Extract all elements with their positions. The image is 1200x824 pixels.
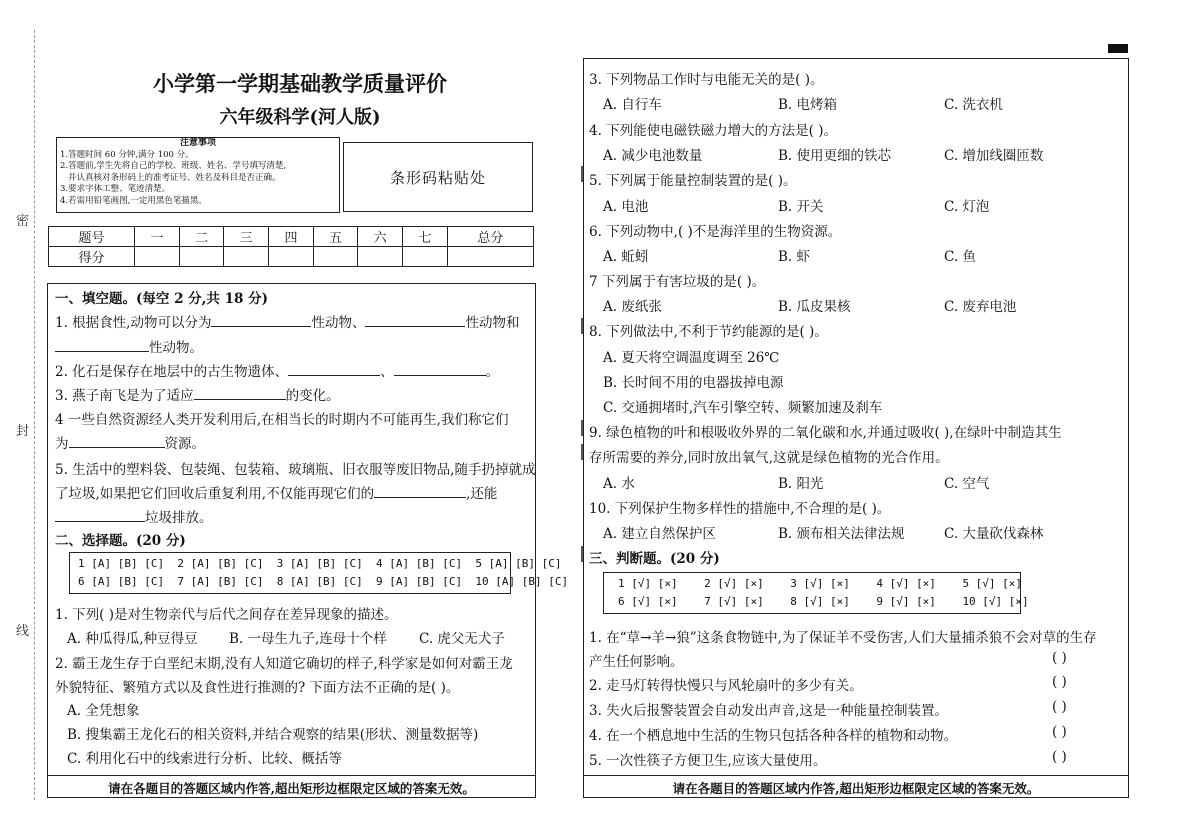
choice-q9-option-c: C. 空气: [944, 476, 990, 492]
choice-q1-option-b: B. 一母生九子,连母十个样: [229, 631, 387, 647]
choice-q2-option-c: C. 利用化石中的线索进行分析、比较、概括等: [67, 751, 342, 767]
score-cell[interactable]: [135, 247, 180, 267]
choice-q6-option-c: C. 鱼: [944, 249, 976, 265]
answer-blank[interactable]: [374, 483, 466, 498]
answer-blank[interactable]: [55, 507, 145, 522]
choice-q7-option-a: A. 废纸张: [603, 299, 662, 315]
choice-q9-line2: 存所需要的养分,同时放出氧气,这就是绿色植物的光合作用。: [589, 450, 949, 466]
choice-answer-grid: [69, 552, 569, 594]
section1-heading: 一、填空题。(每空 2 分,共 18 分): [55, 291, 268, 307]
choice-q3-option-a: A. 自行车: [603, 97, 662, 113]
choice-answer-slot[interactable]: 2 [A] [B] [C]: [177, 557, 264, 570]
choice-q8-option-b: B. 长时间不用的电器拔掉电源: [603, 375, 784, 391]
page-title: 小学第一学期基础教学质量评价: [153, 71, 447, 96]
judge-answer-slot[interactable]: 6 [√] [×]: [618, 595, 678, 608]
choice-answer-slot[interactable]: 10 [A] [B] [C]: [475, 575, 569, 588]
section2-heading: 二、选择题。(20 分): [55, 533, 186, 549]
notice-box: [56, 137, 340, 213]
choice-q5-option-c: C. 灯泡: [944, 199, 990, 215]
score-cell[interactable]: [313, 247, 358, 267]
choice-q2-option-a: A. 全凭想象: [67, 703, 140, 719]
score-header-cell: 五: [313, 227, 358, 247]
fill-q4-line2: 为 资源。: [55, 432, 205, 452]
choice-answer-slot[interactable]: 1 [A] [B] [C]: [78, 557, 165, 570]
page-subtitle: 六年级科学(河人版): [219, 107, 381, 128]
score-header-cell: 七: [403, 227, 448, 247]
choice-q3-option-c: C. 洗衣机: [944, 97, 1003, 113]
score-header-cell: 一: [135, 227, 180, 247]
judge-q2-bracket[interactable]: ( ): [1052, 674, 1067, 690]
choice-q2-option-b: B. 搜集霸王龙化石的相关资料,并结合观察的结果(形状、测量数据等): [67, 727, 479, 743]
choice-q4-option-c: C. 增加线圈匝数: [944, 148, 1044, 164]
fill-q5-line1: 5. 生活中的塑料袋、包装绳、包装箱、玻璃瓶、旧衣服等废旧物品,随手扔掉就成: [55, 462, 536, 478]
score-cell[interactable]: [403, 247, 448, 267]
choice-q1-option-a: A. 种瓜得瓜,种豆得豆: [67, 631, 198, 647]
judge-q4: 4. 在一个栖息地中生活的生物只包括各种各样的植物和动物。: [589, 728, 958, 744]
choice-answer-slot[interactable]: 5 [A] [B] [C]: [475, 557, 562, 570]
choice-q4-option-b: B. 使用更细的铁芯: [778, 148, 892, 164]
answer-blank[interactable]: [69, 433, 165, 448]
answer-blank[interactable]: [394, 361, 486, 376]
choice-answer-slot[interactable]: 8 [A] [B] [C]: [276, 575, 363, 588]
margin-tick: [581, 318, 583, 334]
notice-item: 1.答题时间 60 分钟,满分 100 分。: [60, 149, 194, 160]
choice-answer-slot[interactable]: 3 [A] [B] [C]: [276, 557, 363, 570]
margin-tick: [581, 166, 583, 182]
barcode-area: 条形码粘贴处: [343, 142, 533, 212]
choice-q6-option-b: B. 虾: [778, 249, 811, 265]
judge-q2: 2. 走马灯转得快慢只与风轮扇叶的多少有关。: [589, 678, 863, 694]
judge-q3-bracket[interactable]: ( ): [1052, 699, 1067, 715]
answer-blank[interactable]: [211, 312, 311, 327]
score-header-cell: 四: [269, 227, 314, 247]
fill-q4-line1: 4 一些自然资源经人类开发利用后,在相当长的时期内不可能再生,我们称它们: [55, 412, 509, 428]
margin-tick: [581, 546, 583, 562]
choice-q8-option-a: A. 夏天将空调温度调至 26℃: [603, 350, 780, 366]
answer-blank[interactable]: [288, 361, 380, 376]
choice-answer-slot[interactable]: 4 [A] [B] [C]: [376, 557, 463, 570]
judge-answer-slot[interactable]: 9 [√] [×]: [876, 595, 936, 608]
answer-blank[interactable]: [194, 385, 286, 400]
choice-q3-option-b: B. 电烤箱: [778, 97, 838, 113]
choice-q5: 5. 下列属于能量控制装置的是( )。: [589, 173, 797, 189]
notice-item: 3.要求字体工整、笔迹清楚。: [60, 184, 171, 194]
judge-q5: 5. 一次性筷子方便卫生,应该大量使用。: [589, 753, 827, 769]
notice-item: 4.若需用铅笔画图,一定用黑色笔描黑。: [60, 195, 207, 206]
notice-item: 并认真核对条形码上的准考证号、姓名及科目是否正确。: [68, 172, 281, 183]
margin-tick: [581, 420, 583, 436]
choice-answer-slot[interactable]: 7 [A] [B] [C]: [177, 575, 264, 588]
fill-q5-line2: 了垃圾,如果把它们回收后重复利用,不仅能再现它们的 ,还能: [55, 482, 497, 502]
score-header-cell: 六: [358, 227, 403, 247]
score-header-cell: 三: [224, 227, 269, 247]
corner-marker: [1108, 44, 1128, 53]
score-cell[interactable]: [269, 247, 314, 267]
margin-char-feng: 封: [16, 424, 30, 439]
judge-q3: 3. 失火后报警装置会自动发出声音,这是一种能量控制装置。: [589, 703, 948, 719]
choice-q9-option-b: B. 阳光: [778, 476, 824, 492]
fill-q5-line3: 垃圾排放。: [55, 506, 213, 526]
judge-q5-bracket[interactable]: ( ): [1052, 749, 1067, 765]
judge-answer-slot[interactable]: 2 [√] [×]: [704, 577, 764, 590]
judge-answer-slot[interactable]: 7 [√] [×]: [704, 595, 764, 608]
fill-q3: 3. 燕子南飞是为了适应 的变化。: [55, 384, 340, 404]
choice-answer-slot[interactable]: 9 [A] [B] [C]: [376, 575, 463, 588]
judge-q1-line1: 1. 在“草→羊→狼”这条食物链中,为了保证羊不受伤害,人们大量捕杀狼不会对草的生存: [589, 630, 1097, 646]
notice-item: 2.答题前,学生先将自己的学校、班级、姓名、学号填写清楚,: [60, 161, 287, 171]
notice-heading: 注意事项: [179, 138, 216, 148]
answer-blank[interactable]: [365, 312, 465, 327]
choice-q6-option-a: A. 蚯蚓: [603, 249, 649, 265]
score-header-cell: 总分: [447, 227, 533, 247]
judge-answer-slot[interactable]: 1 [√] [×]: [618, 577, 678, 590]
score-header-cell: 二: [179, 227, 224, 247]
fill-q1-line1: 1. 根据食性,动物可以分为 性动物、 性动物和: [55, 311, 519, 331]
choice-q6: 6. 下列动物中,( )不是海洋里的生物资源。: [589, 224, 842, 240]
choice-q7-option-c: C. 废弃电池: [944, 299, 1017, 315]
footer-note-right: 请在各题目的答题区域内作答,超出矩形边框限定区域的答案无效。: [583, 775, 1129, 797]
choice-q4: 4. 下列能使电磁铁磁力增大的方法是( )。: [589, 123, 837, 139]
score-cell[interactable]: [224, 247, 269, 267]
choice-q3: 3. 下列物品工作时与电能无关的是( )。: [589, 72, 824, 88]
margin-tick: [581, 444, 583, 460]
margin-char-xian: 线: [16, 624, 30, 639]
fill-q2: 2. 化石是保存在地层中的古生物遗体、 、 。: [55, 360, 499, 380]
choice-q5-option-b: B. 开关: [778, 199, 824, 215]
score-cell[interactable]: [179, 247, 224, 267]
choice-q2-line2: 外貌特征、繁殖方式以及食性进行推测的? 下面方法不正确的是( )。: [55, 680, 460, 696]
choice-q1: 1. 下列( )是对生物亲代与后代之间存在差异现象的描述。: [55, 607, 398, 623]
margin-char-mi: 密: [16, 214, 30, 229]
judge-answer-slot[interactable]: 10 [√] [×]: [962, 595, 1029, 608]
judge-answer-grid: [603, 572, 1029, 614]
choice-q7-option-b: B. 瓜皮果核: [778, 299, 851, 315]
choice-answer-slot[interactable]: 6 [A] [B] [C]: [78, 575, 165, 588]
fill-q1-line2: 性动物。: [55, 336, 203, 356]
choice-q9-option-a: A. 水: [603, 476, 635, 492]
score-header-cell: 题号: [49, 227, 135, 247]
choice-q8: 8. 下列做法中,不利于节约能源的是( )。: [589, 324, 828, 340]
binding-dashed-line: [34, 30, 35, 800]
judge-answer-slot[interactable]: 3 [√] [×]: [790, 577, 850, 590]
choice-q4-option-a: A. 减少电池数量: [603, 148, 703, 164]
footer-note-left: 请在各题目的答题区域内作答,超出矩形边框限定区域的答案无效。: [47, 775, 536, 797]
choice-q1-option-c: C. 虎父无犬子: [419, 631, 505, 647]
judge-answer-slot[interactable]: 4 [√] [×]: [876, 577, 936, 590]
choice-q10: 10. 下列保护生物多样性的措施中,不合理的是( )。: [589, 501, 891, 517]
judge-q1-bracket[interactable]: ( ): [1052, 650, 1067, 666]
section3-heading: 三、判断题。(20 分): [589, 551, 720, 567]
choice-q8-option-c: C. 交通拥堵时,汽车引擎空转、频繁加速及刹车: [603, 400, 883, 416]
choice-q10-option-a: A. 建立自然保护区: [603, 526, 716, 542]
choice-q5-option-a: A. 电池: [603, 199, 649, 215]
choice-q10-option-c: C. 大量砍伐森林: [944, 526, 1044, 542]
score-table: [48, 226, 534, 267]
judge-q1-line2: 产生任何影响。: [589, 654, 684, 670]
judge-answer-slot[interactable]: 5 [√] [×]: [962, 577, 1023, 590]
choice-q7: 7 下列属于有害垃圾的是( )。: [589, 274, 766, 290]
choice-q9-line1: 9. 绿色植物的叶和根吸收外界的二氧化碳和水,并通过吸收( ),在绿叶中制造其生: [589, 425, 1062, 441]
score-row-label: 得分: [49, 247, 135, 267]
answer-blank[interactable]: [55, 337, 149, 352]
score-cell[interactable]: [447, 247, 533, 267]
choice-q10-option-b: B. 颁布相关法律法规: [778, 526, 905, 542]
score-cell[interactable]: [358, 247, 403, 267]
choice-q2-line1: 2. 霸王龙生存于白垩纪末期,没有人知道它确切的样子,科学家是如何对霸王龙: [55, 656, 513, 672]
judge-q4-bracket[interactable]: ( ): [1052, 724, 1067, 740]
judge-answer-slot[interactable]: 8 [√] [×]: [790, 595, 850, 608]
